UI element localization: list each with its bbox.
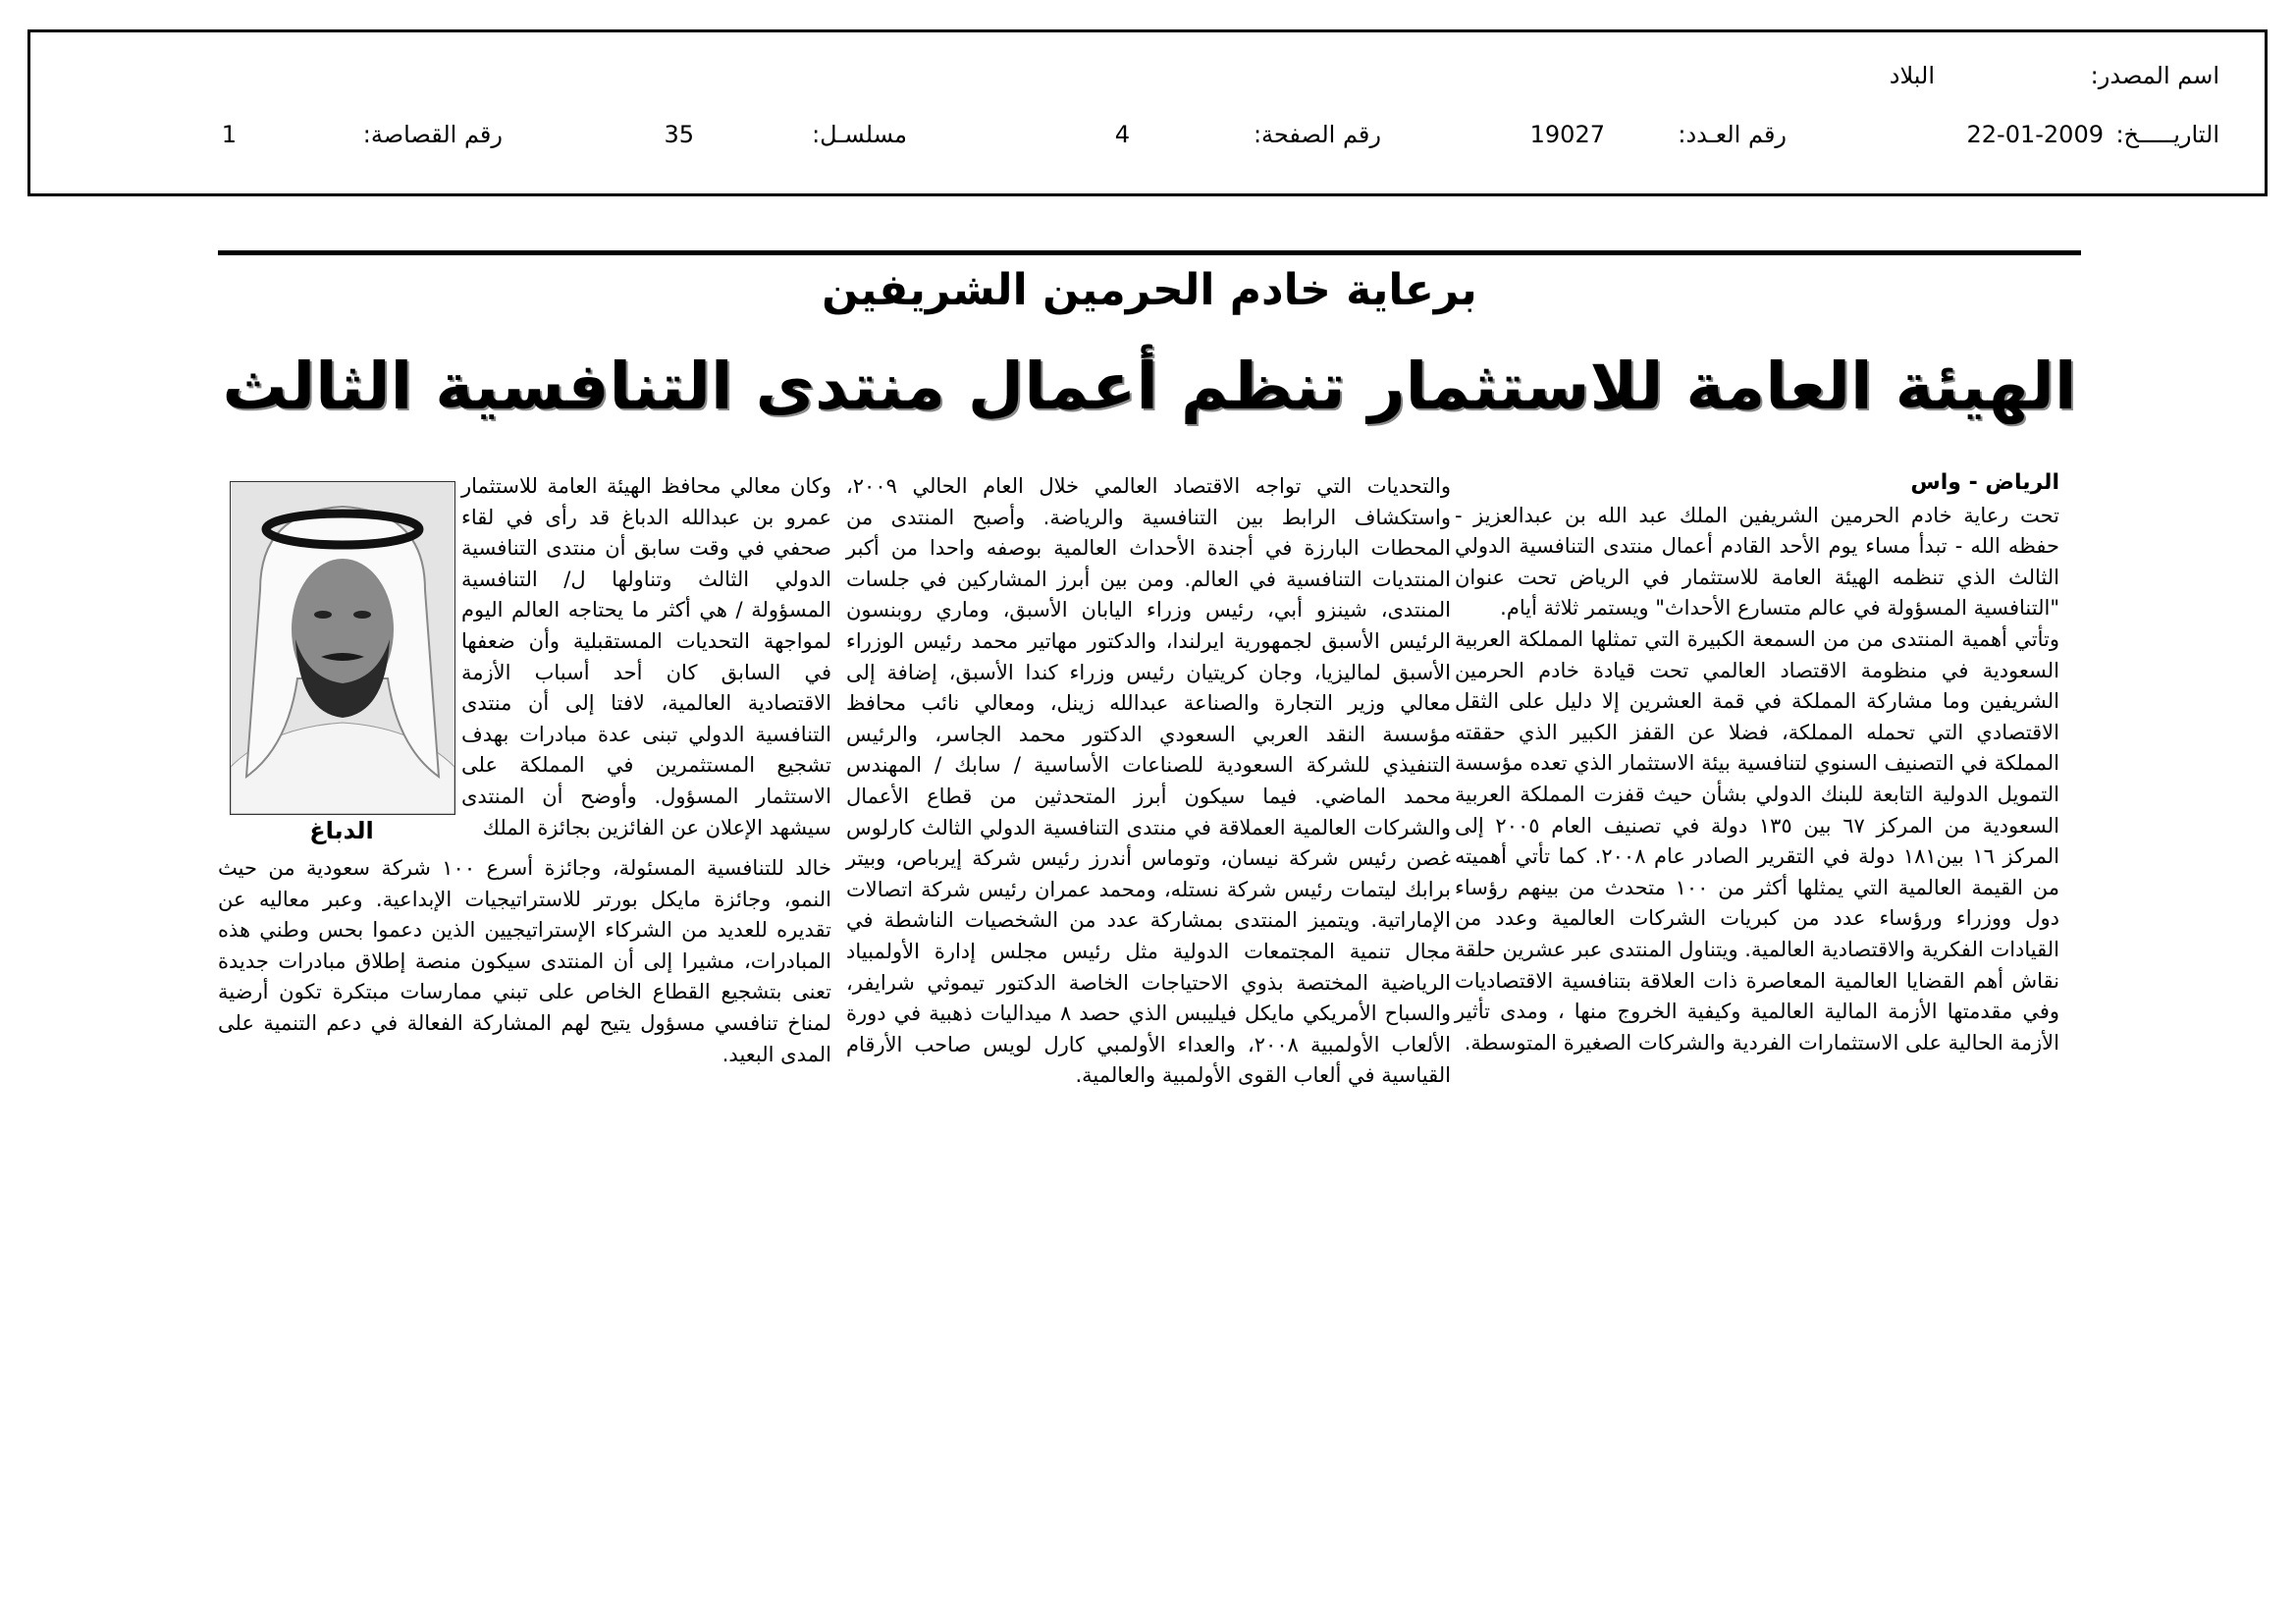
portrait-photo	[230, 481, 455, 815]
issue-value: 19027	[1529, 121, 1605, 148]
article-column-2	[846, 471, 1451, 1092]
top-rule	[218, 250, 2081, 255]
issue-label: رقم العـدد:	[1678, 121, 1787, 148]
serial-value: 35	[664, 121, 694, 148]
page-label: رقم الصفحة:	[1253, 121, 1381, 148]
source-value: البلاد	[1889, 62, 1935, 89]
paragraph: خالد للتنافسية المسئولة، وجائزة أسرع ١٠٠ شركة سعودية من حيث النمو، وجائزة مايكل بورتر للاستراتيجيات الإبداعية. وعبر معاليه عن تقديره للعديد من الشركاء الإستراتيجيين الذين دعموا بحس وطني هذه المبادرات، مشيرا إلى أن المنتدى سيكون منصة إطلاق مبادرات جديدة تعنى بتشجيع القطاع الخاص على تبني ممارسات مبتكرة تكون أرضية لمناخ تنافسي مسؤول يتيح لهم المشاركة الفعالة في دعم التنمية على المدى البعيد.	[218, 856, 831, 1066]
clipping-info-box	[27, 29, 2268, 196]
article-dateline: الرياض - واس	[1910, 470, 2059, 495]
date-label: التاريـــــخ:	[2115, 121, 2219, 148]
paragraph: وكان معالي محافظ الهيئة العامة للاستثمار عمرو بن عبدالله الدباغ قد رأى في لقاء صحفي في وقت سابق أن منتدى التنافسية الدولي الثالث وتناولها ل/ التنافسية المسؤولة / هي أكثر ما يحتاجه العالم اليوم لمواجهة التحديات المستقبلية وأن ضعفها في السابق كان أحد أسباب الأزمة الاقتصادية العالمية، لافتا إلى أن منتدى التنافسية الدولي تبنى عدة مبادرات بهدف تشجيع المستثمرين في المملكة على الاستثمار المسؤول. وأوضح أن المنتدى سيشهد الإعلان عن الفائزين بجائزة الملك	[461, 474, 831, 839]
article-column-3-continued	[218, 853, 831, 1070]
clip-label: رقم القصاصة:	[362, 121, 503, 148]
article-headline: الهيئة العامة للاستثمار تنظم أعمال منتدى التنافسية الثالث	[222, 349, 2077, 424]
serial-label: مسلسـل:	[812, 121, 907, 148]
article-column-3	[461, 471, 831, 843]
photo-caption: الدباغ	[309, 817, 374, 844]
paragraph: والتحديات التي تواجه الاقتصاد العالمي خلال العام الحالي ٢٠٠٩، واستكشاف الرابط بين التنافسية والرياضة. وأصبح المنتدى من المحطات البارزة في أجندة الأحداث العالمية بوصفه واحدا من أكبر المنتديات التنافسية في العالم. ومن بين أبرز المشاركين في جلسات المنتدى، شينزو أبي، رئيس وزراء اليابان الأسبق، وماري روبنسون الرئيس الأسبق لجمهورية ايرلندا، والدكتور مهاتير محمد رئيس الوزراء الأسبق لماليزيا، وجان كريتيان رئيس وزراء كندا الأسبق، إضافة إلى معالي وزير التجارة والصناعة عبدالله زينل، ومعالي نائب محافظ مؤسسة النقد العربي السعودي الدكتور محمد الجاسر، والرئيس التنفيذي للشركة السعودية للصناعات الأساسية / سابك / المهندس محمد الماضي. فيما سيكون أبرز المتحدثين من قطاع الأعمال والشركات العالمية العملاقة في منتدى التنافسية الدولي الثالث كارلوس غصن رئيس شركة نيسان، وتوماس أندرز رئيس شركة إيرباص، وبيتر برابك ليتمات رئيس شركة نستله، ومحمد عمران رئيس شركة اتصالات الإماراتية. ويتميز المنتدى بمشاركة عدد من الشخصيات الناشطة في مجال تنمية المجتمعات الدولية مثل رئيس مجلس إدارة الأولمبياد الرياضية المختصة بذوي الاحتياجات الخاصة الدكتور تيموثي شرايفر، والسباح الأمريكي مايكل فيليبس الذي حصد ٨ ميداليات ذهبية في دورة الألعاب الأولمبية ٢٠٠٨، والعداء الأولمبي كارل لويس صاحب الأرقام القياسية في ألعاب القوى الأولمبية والعالمية.	[846, 474, 1451, 1088]
article-column-1	[1455, 467, 2059, 1058]
article-kicker: برعاية خادم الحرمين الشريفين	[822, 265, 1477, 315]
source-label: اسم المصدر:	[2090, 62, 2219, 89]
clip-value: 1	[221, 121, 237, 148]
paragraph: تحت رعاية خادم الحرمين الشريفين الملك عبد الله بن عبدالعزيز - حفظه الله - تبدأ مساء يوم الأحد القادم أعمال منتدى التنافسية الدولي الثالث الذي تنظمه الهيئة العامة للاستثمار في الرياض تحت عنوان "التنافسية المسؤولة في عالم متسارع الأحداث" ويستمر ثلاثة أيام.	[1455, 503, 2059, 621]
date-value: 22-01-2009	[1966, 121, 2104, 148]
page-value: 4	[1114, 121, 1130, 148]
paragraph: وتأتي أهمية المنتدى من من السمعة الكبيرة التي تمثلها المملكة العربية السعودية في منظومة الاقتصاد العالمي تحت قيادة خادم الحرمين الشريفين وما مشاركة المملكة في قمة العشرين إلا دليل على الثقل الاقتصادي التي تحمله المملكة، فضلا عن القفز الكبير الذي حققته المملكة في التصنيف السنوي لتنافسية بيئة الاستثمار الذي تعده مؤسسة التمويل الدولية التابعة للبنك الدولي بشأن حيث قفزت المملكة العربية السعودية من المركز ٦٧ بين ١٣٥ دولة في تصنيف العام ٢٠٠٥ إلى المركز ١٦ بين١٨١ دولة في التقرير الصادر عام ٢٠٠٨. كما تأتي أهميته من القيمة العالمية التي يمثلها أكثر من ١٠٠ متحدث من بينهم رؤساء دول ووزراء ورؤساء عدد من كبريات الشركات العالمية وعدد من القيادات الفكرية والاقتصادية العالمية. ويتناول المنتدى عبر عشرين حلقة نقاش أهم القضايا العالمية المعاصرة ذات العلاقة بتنافسية الاقتصاديات وفي مقدمتها الأزمة المالية العالمية وكيفية الخروج منها ، ومدى تأثير الأزمة الحالية على الاستثمارات الفردية والشركات الصغيرة المتوسطة.	[1455, 626, 2059, 1055]
